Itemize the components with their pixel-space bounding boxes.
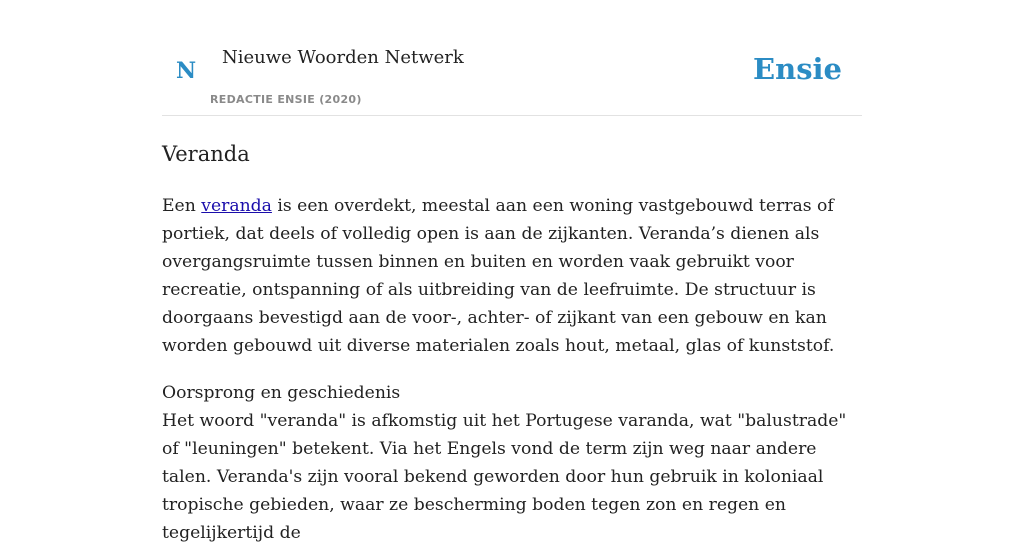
section-paragraph: Het woord "veranda" is afkomstig uit het Portugese varanda, wat "balustrade" of "leuningen" betekent. Via het Engels vond de term zijn weg naar andere talen. Veranda's zijn vooral bekend geworden door hun gebruik in koloniaal tropische gebieden, waar ze bescherming boden tegen zon en regen en tegelijkertijd de	[162, 411, 847, 543]
page	[162, 0, 862, 543]
brand-logo[interactable]: Ensie	[753, 52, 842, 86]
intro-text-after: is een overdekt, meestal aan een woning vastgebouwd terras of portiek, dat deels of volledig open is aan de zijkanten. Veranda’s dienen als overgangsruimte tussen binnen en buiten en worden vaak gebruikt voor recreatie, ontspanning of als uitbreiding van de leefruimte. De structuur is doorgaans bevestigd aan de voor-, achter- of zijkant van een gebouw en kan worden gebouwd uit diverse materialen zoals hout, metaal, glas of kunststof.	[162, 196, 835, 356]
section-heading: Oorsprong en geschiedenis	[162, 383, 401, 403]
intro-paragraph	[162, 192, 862, 360]
site-title[interactable]: Nieuwe Woorden Netwerk	[222, 47, 464, 68]
byline: REDACTIE ENSIE (2020)	[210, 93, 362, 106]
veranda-link[interactable]: veranda	[201, 196, 272, 216]
intro-text-before: Een	[162, 196, 202, 216]
header	[162, 0, 862, 116]
site-logo-icon[interactable]: N	[176, 58, 197, 84]
page-title: Veranda	[162, 142, 250, 166]
